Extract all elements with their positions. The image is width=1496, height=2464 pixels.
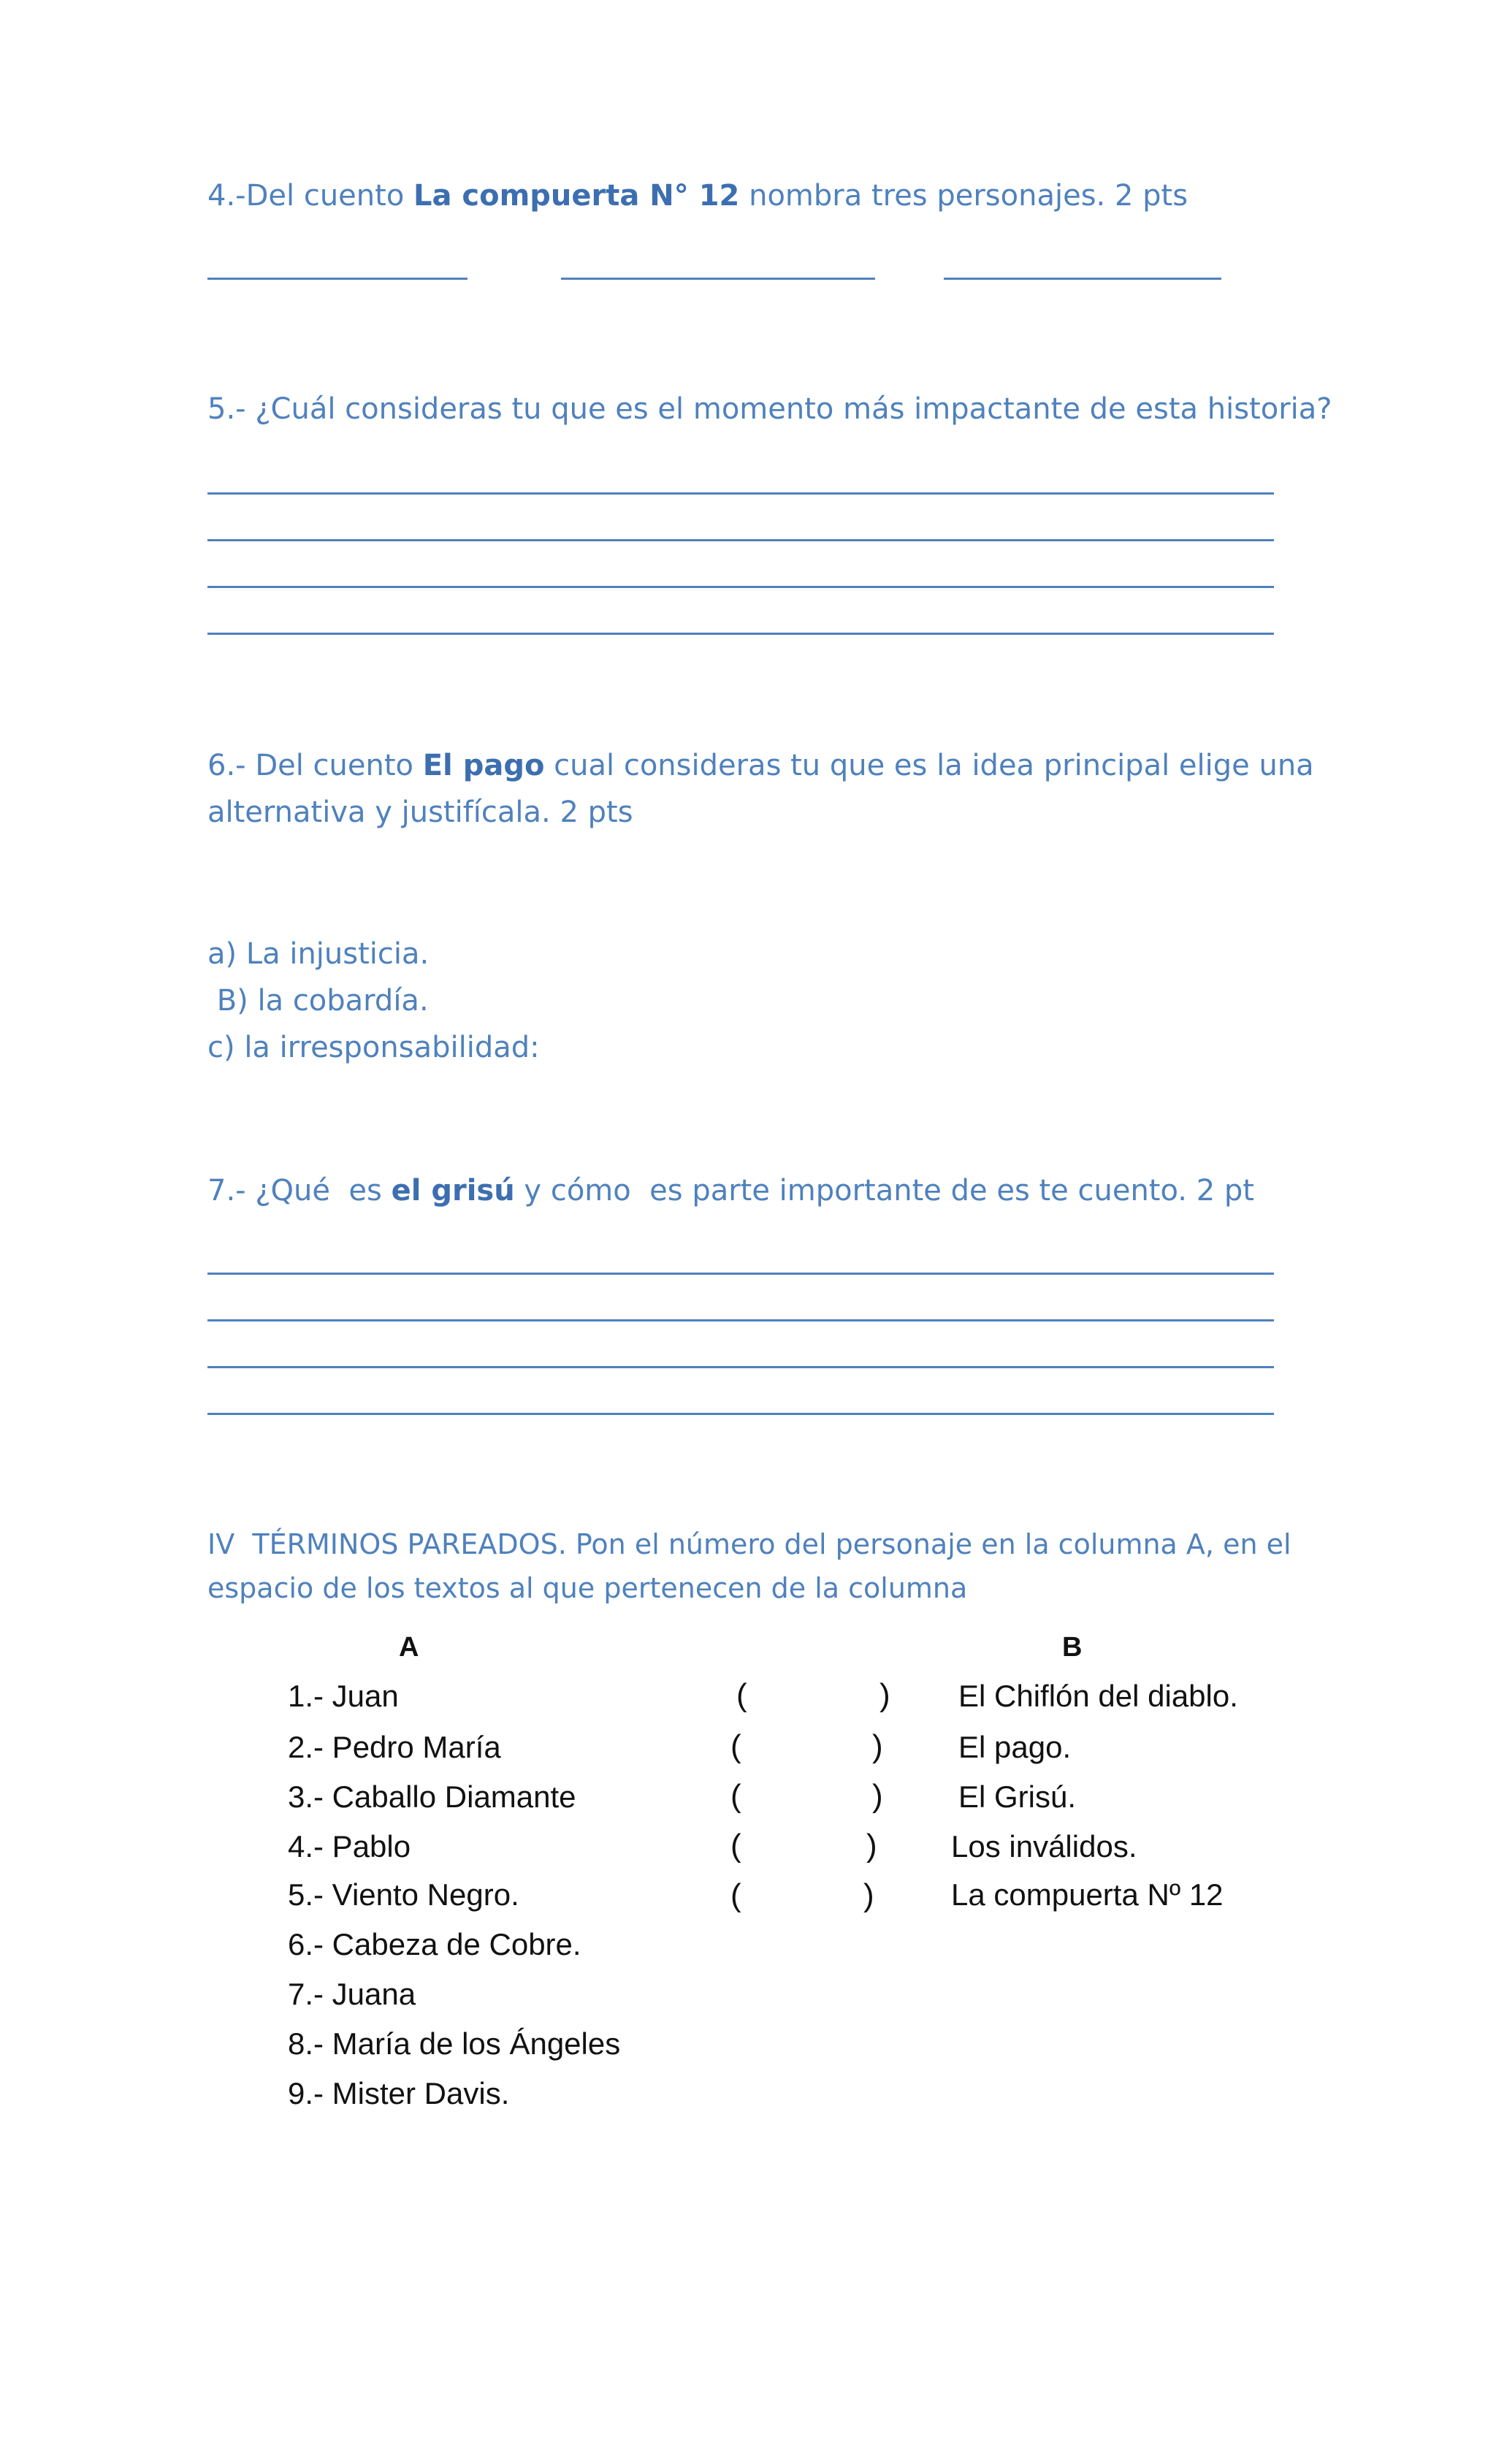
answer-paren-open: (: [730, 1728, 741, 1764]
q6-option-a[interactable]: a) La injusticia.: [207, 937, 430, 971]
q4-answer-blank-3[interactable]: [944, 278, 1221, 280]
matching-table: [272, 1622, 1294, 2133]
column-a-item: 4.- Pablo: [288, 1829, 411, 1864]
q4-prefix: 4.-Del cuento: [207, 179, 414, 213]
answer-paren-open: (: [730, 1828, 741, 1864]
column-a-item: 8.- María de los Ángeles: [288, 2026, 621, 2061]
q7-answer-line-4[interactable]: [207, 1413, 1274, 1415]
column-a-item: 7.- Juana: [288, 1977, 416, 2011]
section-iv-instructions-line-2: espacio de los textos al que pertenecen de la columna: [207, 1572, 968, 1604]
column-a-item: 3.- Caballo Diamante: [288, 1780, 576, 1814]
column-a-item: 6.- Cabeza de Cobre.: [288, 1927, 581, 1961]
q4-story-title: La compuerta N° 12: [413, 179, 740, 213]
answer-paren-close: ): [872, 1728, 883, 1764]
q5-answer-line-3[interactable]: [207, 586, 1274, 588]
column-b-item: El Chiflón del diablo.: [958, 1679, 1238, 1713]
answer-paren-open: (: [730, 1778, 741, 1814]
answer-slot-1[interactable]: [757, 1680, 874, 1718]
answer-paren-close: ): [866, 1828, 877, 1864]
answer-slot-4[interactable]: [751, 1831, 860, 1869]
q6-option-b[interactable]: B) la cobardía.: [207, 984, 429, 1018]
column-b-header: B: [1062, 1632, 1083, 1663]
q5-answer-line-1[interactable]: [207, 492, 1274, 495]
q7-prefix: 7.- ¿Qué es: [207, 1174, 392, 1208]
answer-paren-open: (: [736, 1677, 747, 1713]
answer-slot-5[interactable]: [751, 1880, 858, 1918]
answer-paren-close: ): [863, 1877, 874, 1913]
column-a-item: 2.- Pedro María: [288, 1730, 501, 1764]
column-b-item: El pago.: [958, 1730, 1072, 1764]
column-a-item: 5.- Viento Negro.: [288, 1877, 519, 1912]
column-a-header: A: [399, 1632, 419, 1663]
question-7: [207, 1167, 1254, 1214]
question-6-line-2: alternativa y justifícala. 2 pts: [207, 796, 633, 829]
answer-slot-3[interactable]: [751, 1781, 868, 1819]
q4-suffix: nombra tres personajes. 2 pts: [739, 179, 1188, 213]
q7-suffix: y cómo es parte importante de es te cuento. 2 pt: [514, 1174, 1254, 1208]
section-iv-instructions-line-1: IV TÉRMINOS PAREADOS. Pon el número del personaje en la columna A, en el: [207, 1528, 1291, 1560]
q7-answer-line-1[interactable]: [207, 1273, 1274, 1275]
q5-answer-line-2[interactable]: [207, 539, 1274, 541]
answer-paren-close: ): [872, 1778, 883, 1814]
q6-prefix: 6.- Del cuento: [207, 749, 423, 782]
q6-suffix: cual consideras tu que es la idea principal elige una: [544, 749, 1314, 782]
answer-slot-2[interactable]: [751, 1731, 868, 1769]
q7-answer-line-2[interactable]: [207, 1319, 1274, 1321]
column-a-item: 1.- Juan: [288, 1679, 399, 1713]
question-4: [207, 172, 1188, 219]
q6-story-title: El pago: [422, 749, 545, 782]
question-5: 5.- ¿Cuál consideras tu que es el momento más impactante de esta historia?: [207, 392, 1332, 426]
q5-answer-line-4[interactable]: [207, 633, 1274, 635]
q4-answer-blank-2[interactable]: [561, 278, 875, 280]
answer-paren-close: ): [879, 1677, 890, 1713]
q7-answer-line-3[interactable]: [207, 1366, 1274, 1368]
question-6: [207, 742, 1314, 789]
column-b-item: La compuerta Nº 12: [951, 1877, 1224, 1912]
column-a-item: 9.- Mister Davis.: [288, 2076, 510, 2110]
q6-option-c[interactable]: c) la irresponsabilidad:: [207, 1031, 540, 1064]
column-b-item: El Grisú.: [958, 1780, 1077, 1814]
q4-answer-blank-1[interactable]: [207, 278, 468, 280]
column-b-item: Los inválidos.: [951, 1829, 1137, 1864]
q7-term: el grisú: [391, 1174, 515, 1208]
answer-paren-open: (: [730, 1877, 741, 1913]
